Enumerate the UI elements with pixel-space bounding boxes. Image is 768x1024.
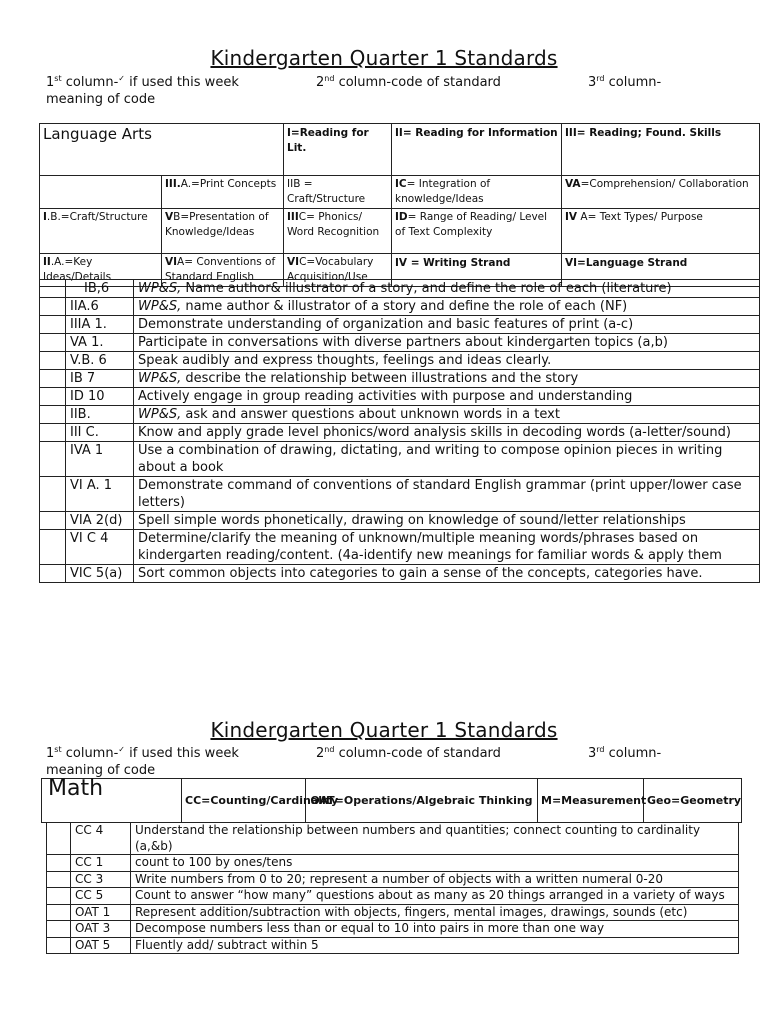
checkbox-cell[interactable] xyxy=(40,512,66,530)
standard-text: Know and apply grade level phonics/word analysis skills in decoding words (a-letter/sound) xyxy=(138,425,731,440)
standard-code: IIA.6 xyxy=(66,298,134,316)
key-conventions: VIA= Conventions of Standard English xyxy=(162,254,284,287)
standard-description xyxy=(134,352,760,370)
key-cell-empty xyxy=(40,176,162,209)
standard-code: OAT 5 xyxy=(71,937,131,954)
key-integration-knowledge: IC= Integration of knowledge/Ideas xyxy=(392,176,562,209)
math-title: Math xyxy=(42,779,182,823)
standard-code: CC 3 xyxy=(71,871,131,888)
key-comprehension: VA=Comprehension/ Collaboration xyxy=(562,176,760,209)
standard-code: IIIA 1. xyxy=(66,316,134,334)
math-standard-row xyxy=(47,937,739,954)
la-standard-row xyxy=(40,388,760,406)
checkbox-cell[interactable] xyxy=(40,442,66,477)
la-standard-row xyxy=(40,512,760,530)
page-title: Kindergarten Quarter 1 Standards xyxy=(210,46,558,70)
key-reading-information: II= Reading for Information xyxy=(392,124,562,176)
standard-description xyxy=(134,424,760,442)
language-arts-title: Language Arts xyxy=(40,124,284,176)
page-title-math: Kindergarten Quarter 1 Standards xyxy=(210,718,558,742)
la-standard-row xyxy=(40,406,760,424)
standard-description xyxy=(134,477,760,512)
checkbox-cell[interactable] xyxy=(40,370,66,388)
key-craft-structure-lit: I.B.=Craft/Structure xyxy=(40,209,162,254)
checkbox-cell[interactable] xyxy=(40,298,66,316)
checkbox-cell[interactable] xyxy=(40,280,66,298)
standard-text: Represent addition/subtraction with objects, fingers, mental images, drawings, sounds (etc) xyxy=(135,904,688,919)
standard-code: OAT 1 xyxy=(71,904,131,921)
legend-col3-continued: meaning of code xyxy=(46,763,156,778)
checkbox-cell[interactable] xyxy=(47,921,71,938)
standard-text: count to 100 by ones/tens xyxy=(135,855,293,869)
math-standard-row xyxy=(47,888,739,905)
legend-col3: 3rd column- xyxy=(588,745,662,761)
key-presentation: VB=Presentation of Knowledge/Ideas xyxy=(162,209,284,254)
standard-description xyxy=(134,280,760,298)
key-text-types: IV A= Text Types/ Purpose xyxy=(562,209,760,254)
key-vocabulary: VIC=Vocabulary Acquisition/Use xyxy=(284,254,392,287)
key-print-concepts: III.A.=Print Concepts xyxy=(162,176,284,209)
standard-text: Use a combination of drawing, dictating, and writing to compose opinion pieces in writing about a book xyxy=(138,443,723,475)
checkbox-cell[interactable] xyxy=(40,316,66,334)
standard-description xyxy=(134,442,760,477)
key-writing-strand: IV = Writing Strand xyxy=(392,254,562,287)
standard-code: VI C 4 xyxy=(66,530,134,565)
la-standard-row xyxy=(40,530,760,565)
standard-text: Write numbers from 0 to 20; represent a number of objects with a written numeral 0-20 xyxy=(135,871,663,886)
math-standards-table xyxy=(46,822,739,954)
standard-description xyxy=(134,316,760,334)
language-arts-standards-table xyxy=(39,279,760,583)
la-standard-row xyxy=(40,370,760,388)
key-phonics: IIIC= Phonics/ Word Recognition xyxy=(284,209,392,254)
standard-code: CC 1 xyxy=(71,855,131,872)
math-standard-row xyxy=(47,855,739,872)
standard-text: Decompose numbers less than or equal to 10 into pairs in more than one way xyxy=(135,921,605,935)
checkbox-cell[interactable] xyxy=(40,334,66,352)
standard-text: ask and answer questions about unknown words in a text xyxy=(181,407,560,422)
standard-code: ID 10 xyxy=(66,388,134,406)
standard-description xyxy=(131,823,739,855)
la-standard-row xyxy=(40,298,760,316)
standard-code: VIA 2(d) xyxy=(66,512,134,530)
standard-text: Understand the relationship between numbers and quantities; connect counting to cardinality (a,&b) xyxy=(135,823,701,853)
legend-col1: 1st column-✓ if used this week xyxy=(46,74,239,90)
standard-text: Name author& illustrator of a story, and define the role of each (literature) xyxy=(181,281,672,296)
key-geometry: Geo=Geometry xyxy=(644,779,742,823)
standard-description xyxy=(134,388,760,406)
standard-description xyxy=(134,406,760,424)
legend-col3-continued: meaning of code xyxy=(46,92,156,107)
key-counting-cardinality: CC=Counting/Cardinality xyxy=(182,779,306,823)
check-mark-icon: ✓ xyxy=(118,74,125,83)
checkbox-cell[interactable] xyxy=(40,352,66,370)
checkbox-cell[interactable] xyxy=(40,388,66,406)
standard-code: CC 5 xyxy=(71,888,131,905)
checkbox-cell[interactable] xyxy=(40,424,66,442)
standard-description xyxy=(134,298,760,316)
standard-text: Determine/clarify the meaning of unknown/multiple meaning words/phrases based on kindergarten reading/content. (4a-identify new meanings for familiar words & apply them xyxy=(138,531,722,563)
standard-text: name author & illustrator of a story and define the role of each (NF) xyxy=(181,299,628,314)
math-key-table xyxy=(41,778,742,823)
standard-code: IIB. xyxy=(66,406,134,424)
standard-code: CC 4 xyxy=(71,823,131,855)
key-reading-literature: I=Reading for Lit. xyxy=(284,124,392,176)
wps-prefix: WP&S, xyxy=(138,299,182,314)
standard-code: VA 1. xyxy=(66,334,134,352)
standard-description xyxy=(131,904,739,921)
math-standard-row xyxy=(47,823,739,855)
standard-description xyxy=(131,871,739,888)
standard-code: VIC 5(a) xyxy=(66,565,134,583)
standard-description xyxy=(131,921,739,938)
standard-description xyxy=(131,855,739,872)
standard-text: Count to answer “how many” questions about as many as 20 things arranged in a variety of ways xyxy=(135,888,725,902)
key-key-ideas: II.A.=Key Ideas/Details xyxy=(40,254,162,287)
math-standard-row xyxy=(47,921,739,938)
standard-text: Spell simple words phonetically, drawing on knowledge of sound/letter relationships xyxy=(138,513,686,528)
standard-description xyxy=(134,565,760,583)
standard-text: Actively engage in group reading activities with purpose and understanding xyxy=(138,389,633,404)
language-arts-key-table xyxy=(39,123,760,287)
math-standard-row xyxy=(47,904,739,921)
standard-text: Fluently add/ subtract within 5 xyxy=(135,937,319,952)
checkbox-cell[interactable] xyxy=(47,823,71,855)
checkbox-cell[interactable] xyxy=(40,530,66,565)
standard-description xyxy=(134,334,760,352)
standard-text: Speak audibly and express thoughts, feelings and ideas clearly. xyxy=(138,353,552,368)
standard-text: Participate in conversations with diverse partners about kindergarten topics (a,b) xyxy=(138,335,668,350)
standard-description xyxy=(131,888,739,905)
wps-prefix: WP&S, xyxy=(138,371,182,386)
checkbox-cell[interactable] xyxy=(47,904,71,921)
standard-description xyxy=(134,512,760,530)
legend-col1: 1st column-✓ if used this week xyxy=(46,745,239,761)
standard-description xyxy=(134,370,760,388)
la-standard-row xyxy=(40,477,760,512)
checkbox-cell[interactable] xyxy=(47,888,71,905)
key-range-reading: ID= Range of Reading/ Level of Text Complexity xyxy=(392,209,562,254)
la-standard-row xyxy=(40,334,760,352)
standard-text: Demonstrate command of conventions of standard English grammar (print upper/lower case letters) xyxy=(138,478,742,510)
la-standard-row xyxy=(40,565,760,583)
la-standard-row xyxy=(40,316,760,334)
key-reading-foundational: III= Reading; Found. Skills xyxy=(562,124,760,176)
wps-prefix: WP&S, xyxy=(138,281,182,296)
check-mark-icon: ✓ xyxy=(118,745,125,754)
standard-code: IB 7 xyxy=(66,370,134,388)
legend-col3: 3rd column- xyxy=(588,74,662,90)
key-measurement: M=Measurement xyxy=(538,779,644,823)
checkbox-cell[interactable] xyxy=(47,871,71,888)
checkbox-cell[interactable] xyxy=(47,937,71,954)
standard-code: VI A. 1 xyxy=(66,477,134,512)
standard-code: V.B. 6 xyxy=(66,352,134,370)
standard-code: III C. xyxy=(66,424,134,442)
la-standard-row xyxy=(40,280,760,298)
la-standard-row xyxy=(40,352,760,370)
key-craft-structure: IIB = Craft/Structure xyxy=(284,176,392,209)
legend-col2: 2nd column-code of standard xyxy=(316,745,501,761)
math-standard-row xyxy=(47,871,739,888)
la-standard-row xyxy=(40,424,760,442)
standard-text: describe the relationship between illustrations and the story xyxy=(181,371,579,386)
standard-text: Sort common objects into categories to gain a sense of the concepts, categories have. xyxy=(138,566,703,581)
wps-prefix: WP&S, xyxy=(138,407,182,422)
checkbox-cell[interactable] xyxy=(47,855,71,872)
standard-description xyxy=(134,530,760,565)
checkbox-cell[interactable] xyxy=(40,477,66,512)
standard-code: OAT 3 xyxy=(71,921,131,938)
checkbox-cell[interactable] xyxy=(40,406,66,424)
legend-col2: 2nd column-code of standard xyxy=(316,74,501,90)
la-standard-row xyxy=(40,442,760,477)
standard-description xyxy=(131,937,739,954)
key-operations-algebraic: OAT=Operations/Algebraic Thinking xyxy=(306,779,538,823)
standard-code: IVA 1 xyxy=(66,442,134,477)
checkbox-cell[interactable] xyxy=(40,565,66,583)
standard-code: IB,6 xyxy=(66,280,134,298)
key-language-strand: VI=Language Strand xyxy=(562,254,760,287)
standard-text: Demonstrate understanding of organization and basic features of print (a-c) xyxy=(138,317,634,332)
